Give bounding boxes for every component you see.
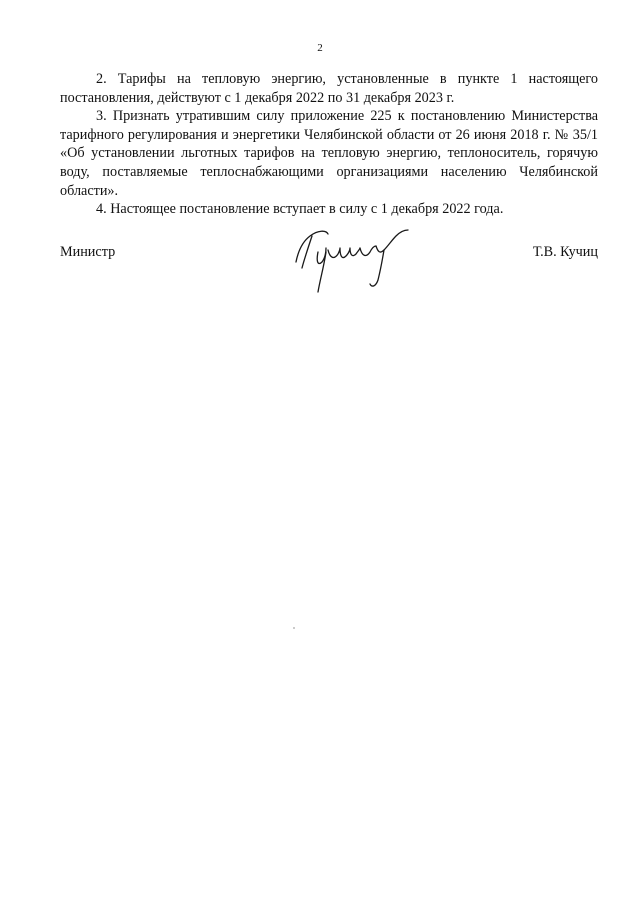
paragraph-3: 3. Признать утратившим силу приложение 225 к постановлению Министерства тарифного регулирования и энергетики Челябинской области от 26 июня 2018 г. № 35/1 «Об установлении льготных тарифов на тепловую энергию, теплоноситель, горячую воду, поставляемые теплоснабжающими организациями населению Челябинской области». [60,108,598,199]
page-number: 2 [317,42,323,54]
signatory-position: Министр [60,244,116,260]
document-body [60,70,598,219]
signatory-name: Т.В. Кучиц [532,244,598,260]
paragraph-4: 4. Настоящее постановление вступает в силу с 1 декабря 2022 года. [96,201,504,218]
handwritten-signature [288,222,420,296]
scan-artifact-dot [293,627,295,629]
paragraph-2: 2. Тарифы на тепловую энергию, установленные в пункте 1 настоящего постановления, действуют с 1 декабря 2022 по 31 декабря 2023 г. [60,71,598,106]
